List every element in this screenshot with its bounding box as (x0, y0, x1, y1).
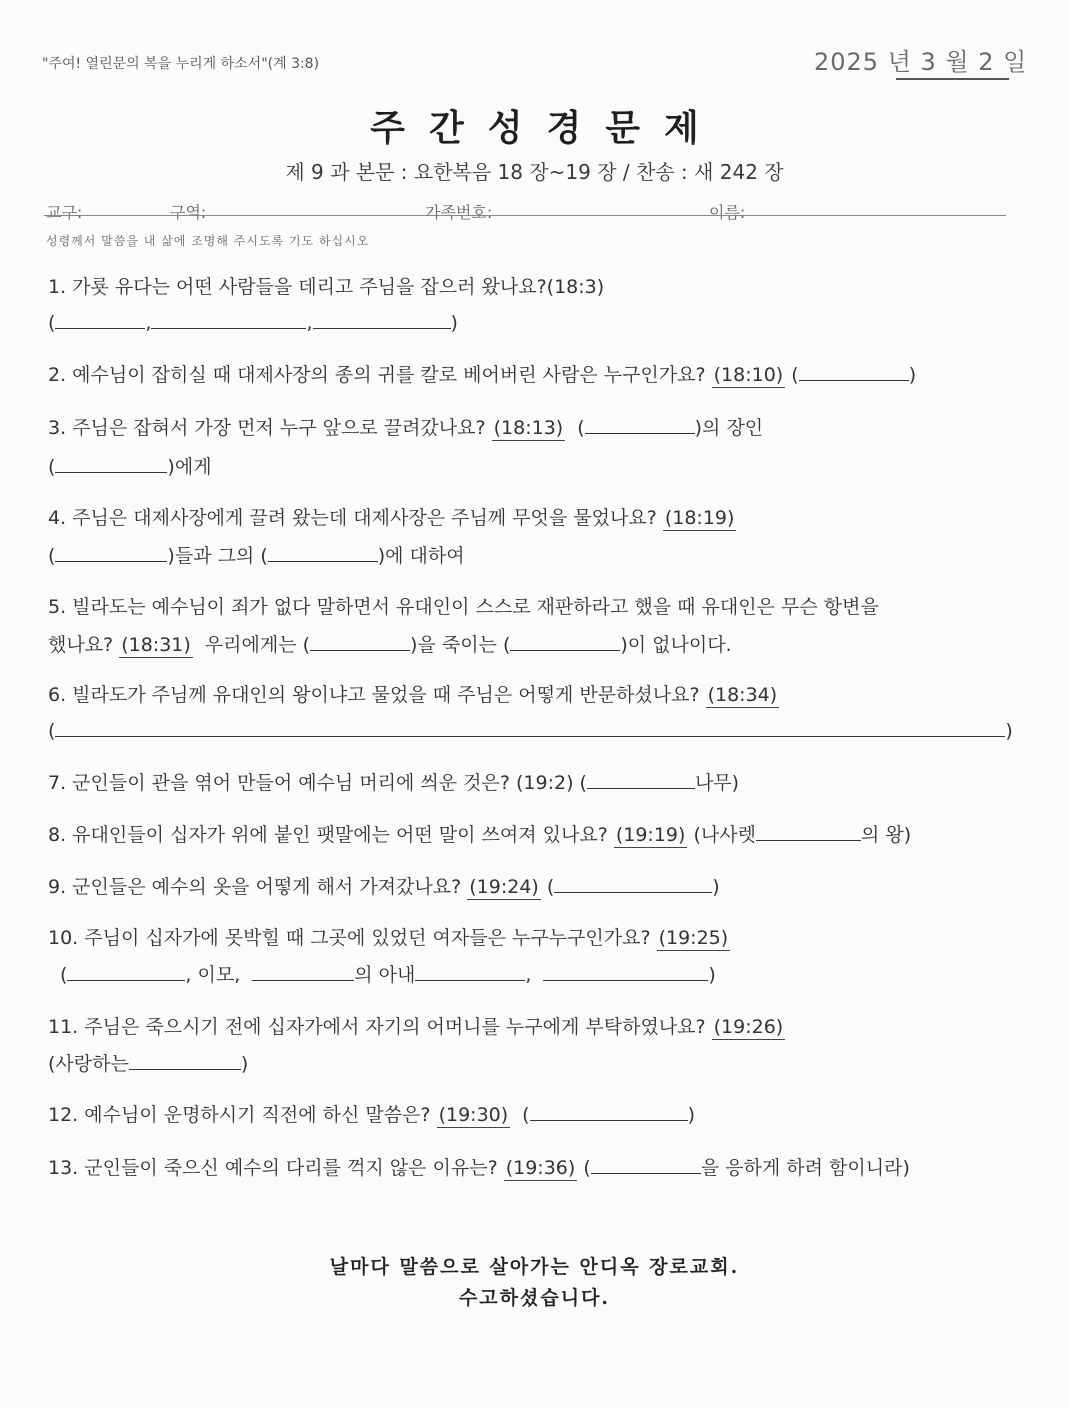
answer-blank[interactable] (55, 718, 1005, 737)
answer-6 (48, 718, 1013, 742)
paren-close: ) (450, 312, 458, 334)
answer-text: )을 죽이는 ( (410, 634, 511, 656)
question-text: 했나요? (48, 634, 114, 656)
answer-blank[interactable] (585, 415, 695, 434)
question-text: 9. 군인들은 예수의 옷을 어떻게 해서 가져갔나요? (48, 876, 462, 898)
verse-reference: (19:25) (658, 927, 729, 949)
answer-4 (48, 541, 465, 568)
family-number-label: 가족번호: (425, 203, 493, 222)
lesson-info: 제 9 과 본문 : 요한복음 18 장~19 장 / 찬송 : 새 242 장 (285, 160, 784, 184)
answer-text: )이 없나이다. (620, 634, 732, 656)
paren-open: ( (48, 456, 56, 478)
name-label: 이름: (709, 203, 746, 222)
separator: , (145, 312, 152, 334)
paren-open: ( (583, 1157, 591, 1179)
verse-reference: (18:10) (713, 364, 784, 386)
answer-blank[interactable] (313, 310, 451, 329)
question-5 (48, 592, 879, 619)
question-11 (48, 1012, 785, 1039)
parish-label: 교구: (46, 203, 83, 222)
answer-blank[interactable] (415, 962, 525, 981)
separator: , (306, 312, 313, 334)
paren-open: ( (522, 1104, 530, 1126)
answer-text: )에 대하여 (377, 545, 465, 567)
question-text: 6. 빌라도가 주님께 유대인의 왕이냐고 물었을 때 주님은 어떻게 반문하셨나요? (48, 684, 700, 706)
question-13 (48, 1153, 910, 1180)
answer-5 (48, 630, 732, 657)
answer-text: 의 아내 (354, 964, 416, 986)
paren-close: ) (240, 1053, 249, 1075)
page-title: 주간성경문제 (370, 108, 723, 149)
paren-close: ) (1005, 720, 1013, 742)
question-1 (48, 272, 604, 299)
paren-open: ( (48, 545, 56, 567)
answer-text: 을 응하게 하려 함이니라) (700, 1157, 910, 1179)
answer-text: )에게 (167, 456, 212, 478)
answer-blank[interactable] (756, 822, 861, 841)
paren-open: ( (60, 964, 68, 986)
paren-open: ( (48, 720, 56, 742)
answer-10 (60, 960, 716, 987)
separator: , (525, 964, 532, 986)
question-text: 2. 예수님이 잡히실 때 대제사장의 종의 귀를 칼로 베어버린 사람은 누구인가요? (48, 364, 706, 386)
answer-text: , 이모, (185, 964, 241, 986)
verse-reference: (19:30) (438, 1104, 509, 1126)
answer-blank[interactable] (268, 543, 378, 562)
verse-reference: (19:36) (505, 1157, 576, 1179)
verse-reference: (18:19) (664, 507, 735, 529)
question-text: 4. 주님은 대제사장에게 끌려 왔는데 대제사장은 주님께 무엇을 물었나요? (48, 507, 657, 529)
answer-blank[interactable] (67, 962, 185, 981)
answer-blank[interactable] (554, 874, 712, 893)
answer-blank[interactable] (799, 362, 909, 381)
question-text: 5. 빌라도는 예수님이 죄가 없다 말하면서 유대인이 스스로 재판하라고 했을 때 유대인은 무슨 항변을 (48, 596, 879, 618)
answer-blank[interactable] (510, 632, 620, 651)
date-underline (896, 78, 1009, 80)
answer-1 (48, 310, 458, 334)
question-8 (48, 820, 911, 847)
district-label: 구역: (170, 203, 207, 222)
answer-blank[interactable] (55, 310, 145, 329)
verse-reference: (19:24) (469, 876, 539, 898)
answer-blank[interactable] (151, 310, 306, 329)
question-12 (48, 1100, 695, 1127)
answer-blank[interactable] (530, 1102, 688, 1121)
paren-close: ) (908, 364, 917, 386)
question-text: 1. 가룟 유다는 어떤 사람들을 데리고 주님을 잡으러 왔나요?(18:3) (48, 276, 605, 298)
paren-open: ( (48, 312, 56, 334)
answer-text: )의 장인 (694, 417, 764, 439)
motto-text: "주여! 열린문의 복을 누리게 하소서"(계 3:8) (42, 56, 320, 72)
answer-blank[interactable] (55, 543, 167, 562)
question-3 (48, 413, 763, 440)
paren-close: ) (712, 876, 720, 898)
answer-text: 의 왕) (860, 824, 912, 846)
answer-blank[interactable] (591, 1155, 701, 1174)
question-text: 13. 군인들이 죽으신 예수의 다리를 꺽지 않은 이유는? (48, 1157, 498, 1179)
prayer-instruction: 성령께서 말씀을 내 삶에 조명해 주시도록 기도 하십시오 (46, 234, 370, 248)
question-4 (48, 503, 736, 530)
footer-church: 날마다 말씀으로 살아가는 안디옥 장로교회. (329, 1256, 740, 1278)
answer-blank[interactable] (252, 962, 354, 981)
answer-text: (사랑하는 (48, 1053, 129, 1075)
question-10 (48, 923, 730, 950)
paren-close: ) (708, 964, 716, 986)
answer-text: (나사렛 (693, 824, 756, 846)
verse-reference: (19:19) (615, 824, 686, 846)
paren-close: ) (687, 1104, 696, 1126)
question-7 (48, 768, 739, 795)
answer-3 (48, 452, 212, 479)
answer-blank[interactable] (55, 454, 167, 473)
answer-blank[interactable] (129, 1051, 241, 1070)
question-text: 12. 예수님이 운명하시기 직전에 하신 말씀은? (48, 1104, 431, 1126)
question-text: 10. 주님이 십자가에 못박힐 때 그곳에 있었던 여자들은 누구누구인가요? (48, 927, 651, 949)
verse-reference: (18:13) (493, 417, 564, 439)
question-6 (48, 680, 779, 707)
verse-reference: (19:26) (713, 1016, 784, 1038)
paren-open: ( (577, 417, 585, 439)
paren-open: ( (791, 364, 799, 386)
answer-text: 나무) (694, 772, 740, 794)
question-text: 11. 주님은 죽으시기 전에 십자가에서 자기의 어머니를 누구에게 부탁하였나요? (48, 1016, 706, 1038)
question-2 (48, 360, 916, 387)
info-fields-line (44, 215, 1006, 216)
verse-reference: (18:31) (121, 634, 191, 656)
answer-blank[interactable] (587, 770, 695, 789)
question-9 (48, 872, 720, 899)
question-text: 3. 주님은 잡혀서 가장 먼저 누구 앞으로 끌려갔나요? (48, 417, 486, 439)
answer-blank[interactable] (310, 632, 410, 651)
answer-text: )들과 그의 ( (167, 545, 268, 567)
answer-11 (48, 1049, 248, 1076)
question-text: 7. 군인들이 관을 엮어 만들어 예수님 머리에 씌운 것은? (19:2) ( (48, 772, 587, 794)
date-text: 2025 년 3 월 2 일 (814, 48, 1028, 76)
answer-text: 우리에게는 ( (204, 634, 311, 656)
question-text: 8. 유대인들이 십자가 위에 붙인 팻말에는 어떤 말이 쓰여져 있나요? (48, 824, 608, 846)
verse-reference: (18:34) (707, 684, 778, 706)
answer-blank[interactable] (543, 962, 708, 981)
footer-thanks: 수고하셨습니다. (458, 1287, 611, 1309)
paren-open: ( (546, 876, 555, 898)
